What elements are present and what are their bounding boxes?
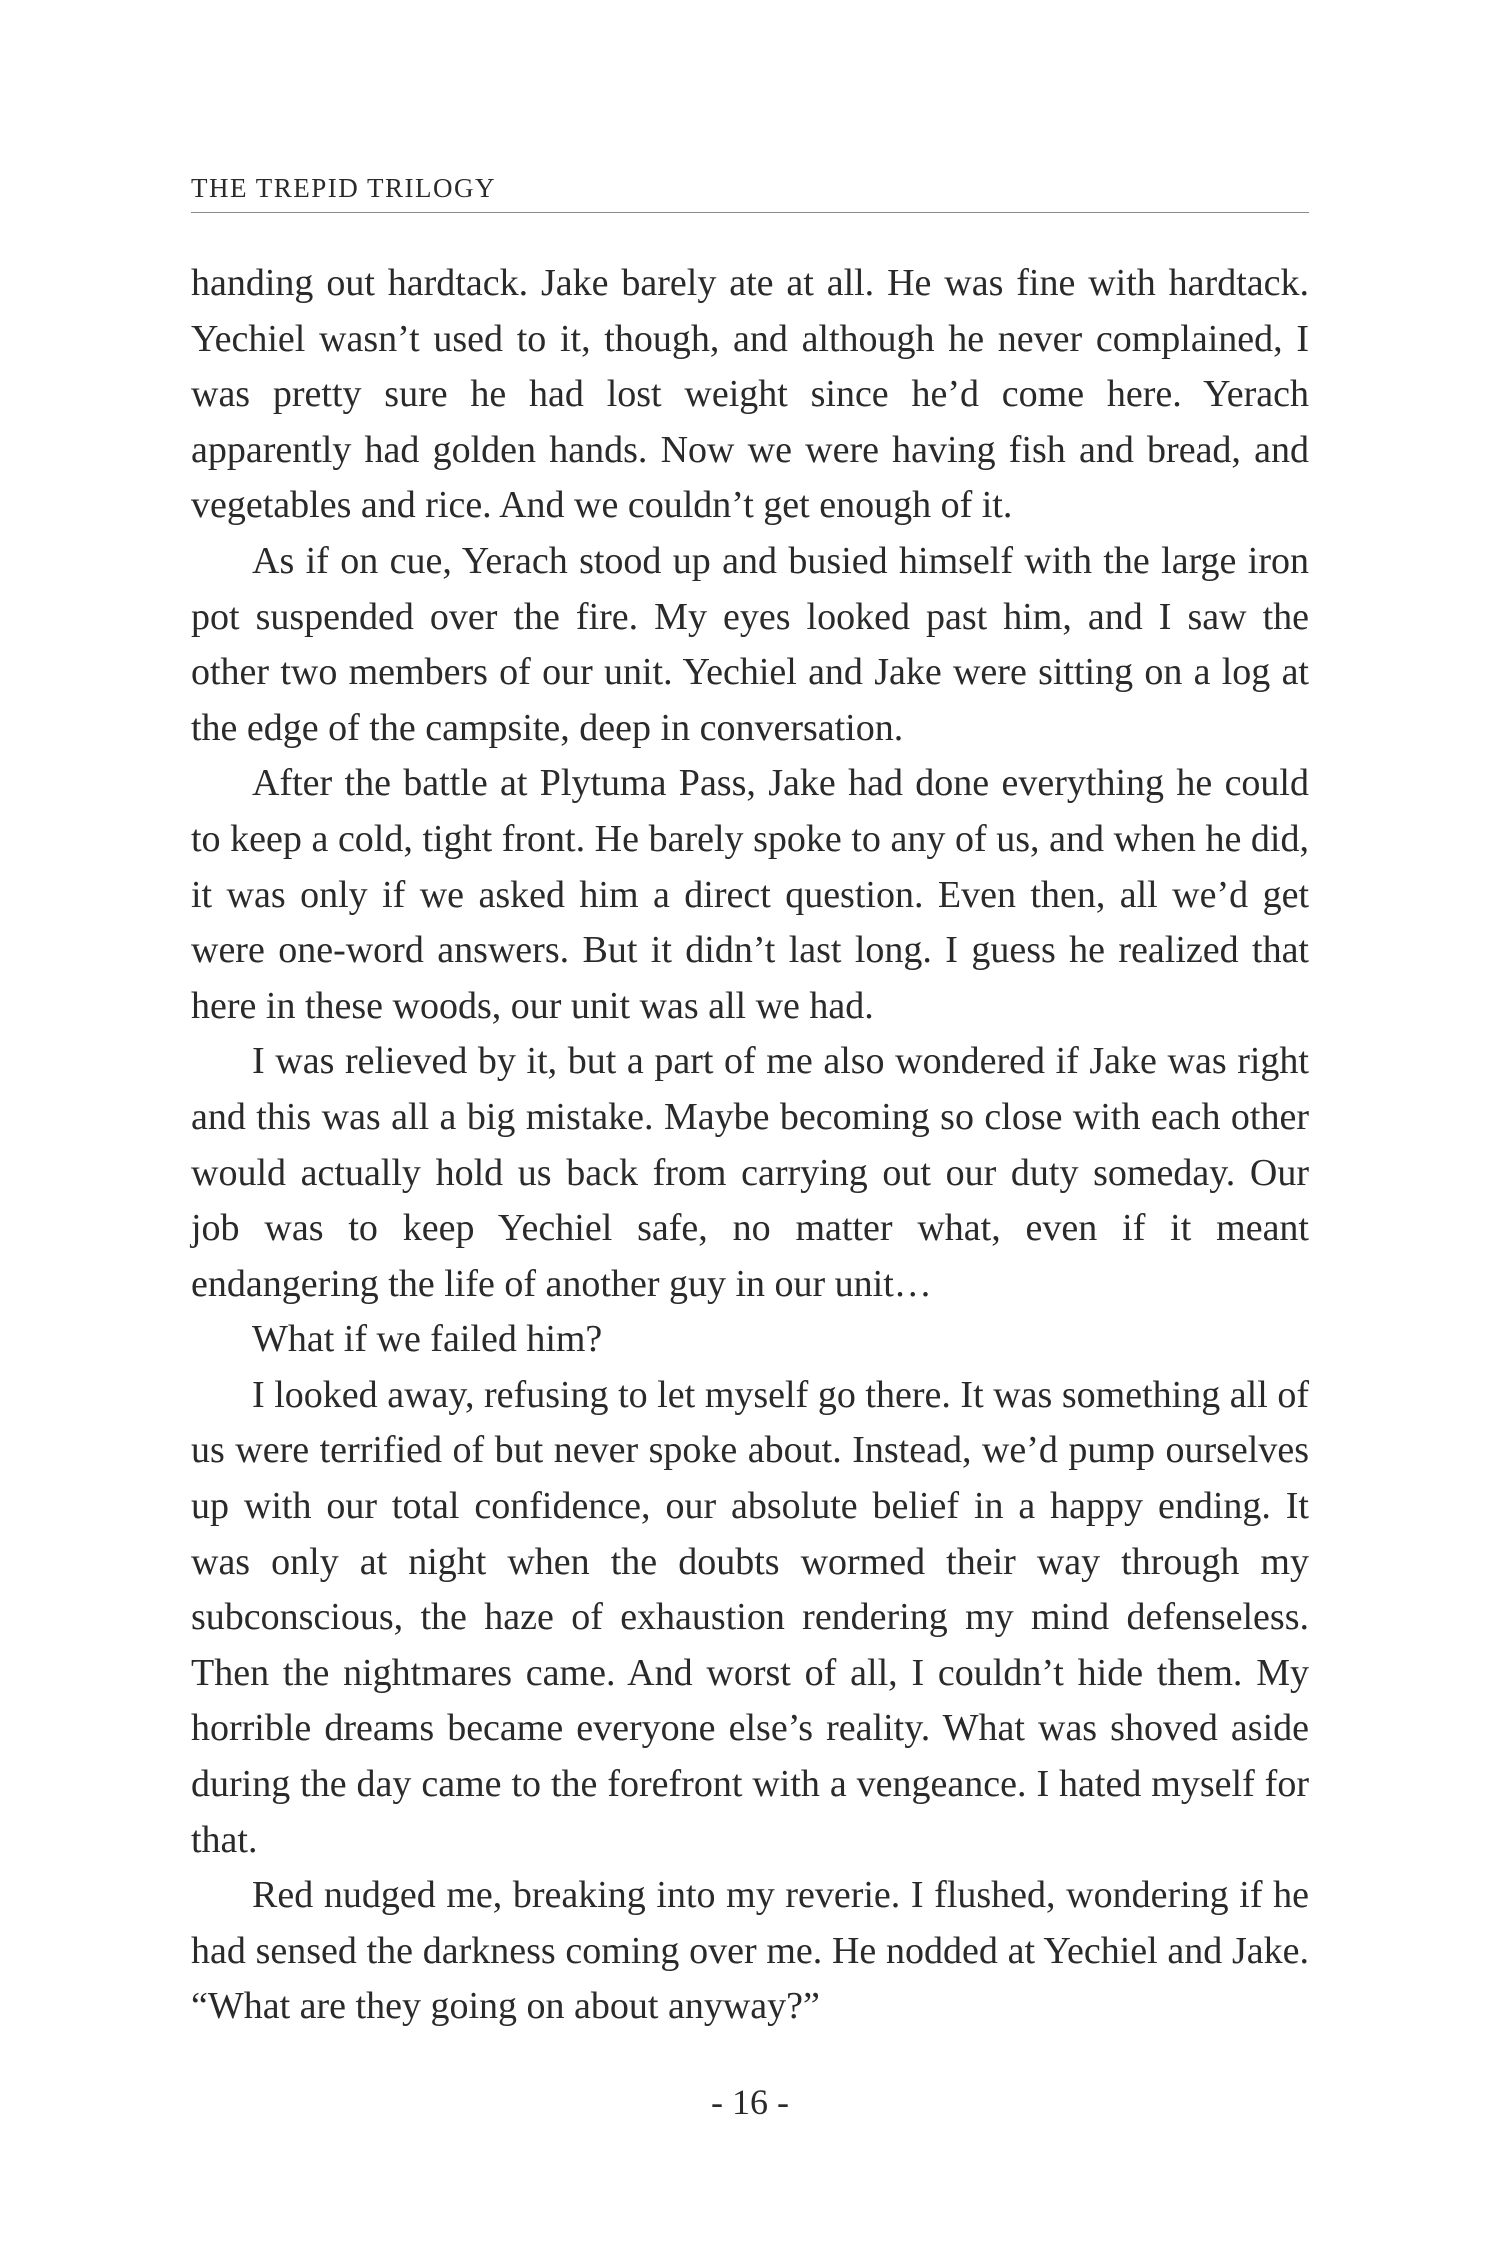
paragraph-6: I looked away, refusing to let myself go there. It was something all of us were terrified of but never spoke about. Instead, we’d pump ourselves up with our total confidence, our absolute belief in a happy ending. It was only at night when the doubts wormed their way through my subconscious, the haze of exhaustion rendering my mind defenseless. Then the nightmares came. And worst of all, I couldn’t hide them. My horrible dreams became everyone else’s reality. What was shoved aside during the day came to the forefront with a vengeance. I hated myself for that. — [191, 1373, 1309, 1861]
paragraph-7: Red nudged me, breaking into my reverie. I flushed, wondering if he had sensed the darkness coming over me. He nodded at Yechiel and Jake. “What are they going on about anyway?” — [191, 1874, 1309, 2028]
paragraph-4: I was relieved by it, but a part of me also wondered if Jake was right and this was all a big mistake. Maybe becoming so close with each other would actually hold us back from carrying out our duty someday. Our job was to keep Yechiel safe, no matter what, even if it meant endangering the life of another guy in our unit… — [191, 1040, 1309, 1305]
paragraph-1: handing out hardtack. Jake barely ate at all. He was fine with hardtack. Yechiel wasn’t used to it, though, and although he never complained, I was pretty sure he had lost weight since he’d come here. Yerach apparently had golden hands. Now we were having fish and bread, and vegetables and rice. And we couldn’t get enough of it. — [191, 262, 1309, 527]
header-divider — [191, 212, 1309, 213]
page-number: - 16 - — [711, 2082, 789, 2122]
running-header-title: THE TREPID TRILOGY — [191, 173, 496, 203]
paragraph-5: What if we failed him? — [252, 1318, 603, 1361]
paragraph-2: As if on cue, Yerach stood up and busied himself with the large iron pot suspended over the fire. My eyes looked past him, and I saw the other two members of our unit. Yechiel and Jake were sitting on a log at the edge of the campsite, deep in conversation. — [191, 539, 1309, 749]
paragraph-3: After the battle at Plytuma Pass, Jake had done everything he could to keep a cold, tight front. He barely spoke to any of us, and when he did, it was only if we asked him a direct question. Even then, all we’d get were one-word answers. But it didn’t last long. I guess he realized that here in these woods, our unit was all we had. — [191, 762, 1309, 1027]
body-text — [191, 256, 1309, 2035]
